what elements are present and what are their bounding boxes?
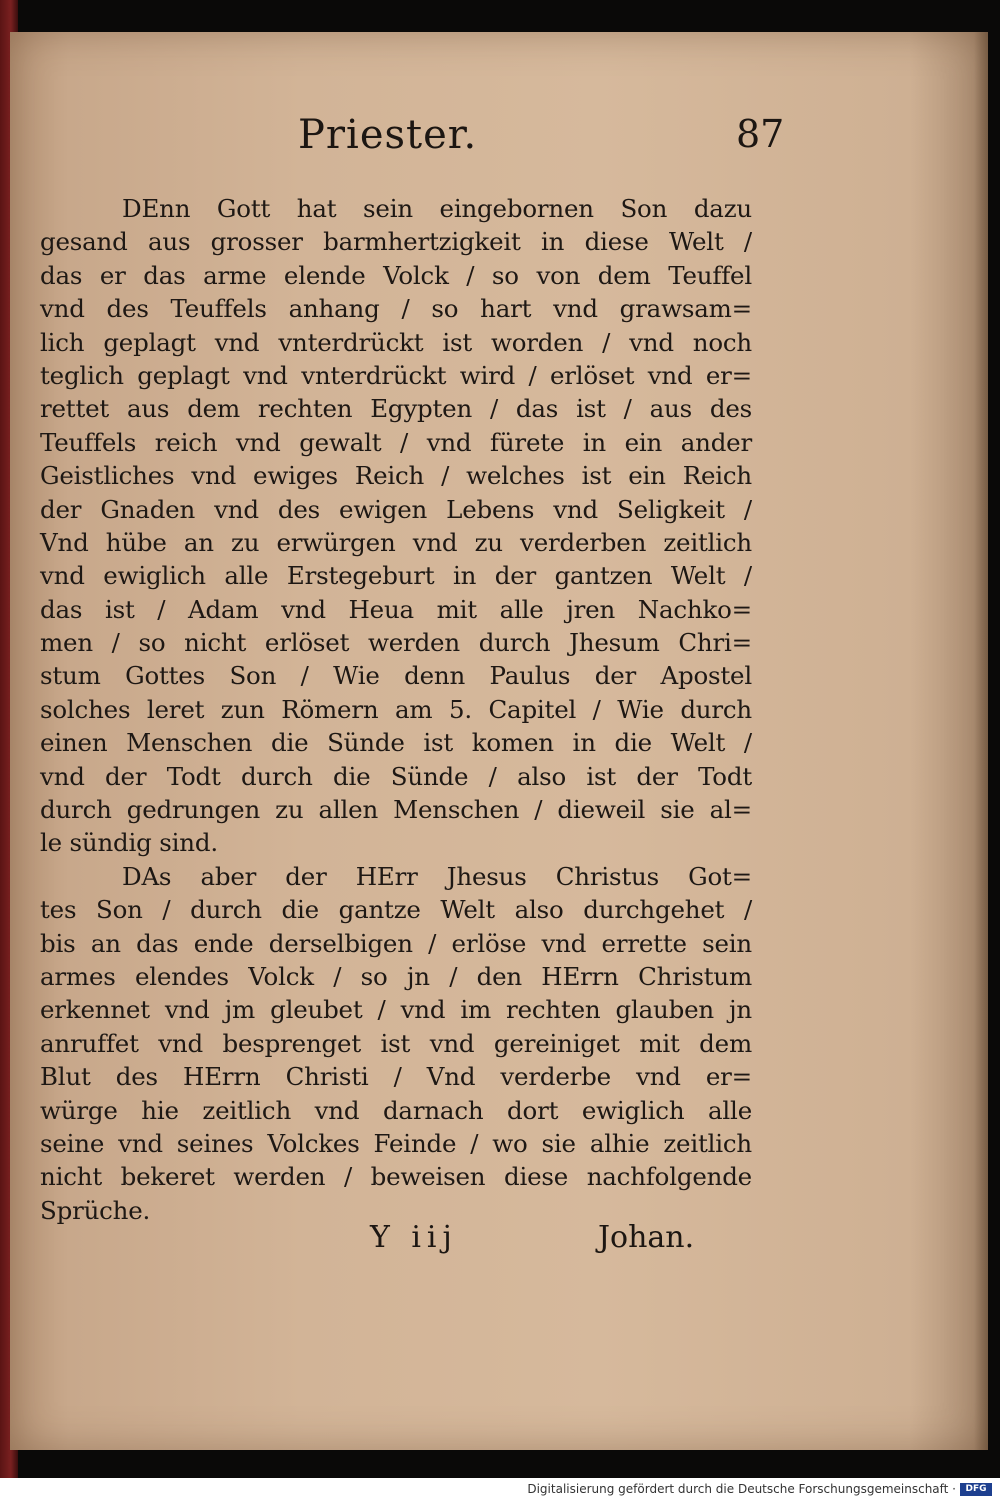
text-line: durch gedrungen zu allen Menschen / dieweil sie al= bbox=[40, 795, 752, 825]
text-line: nicht bekeret werden / beweisen diese nachfolgende bbox=[40, 1162, 752, 1192]
text-line: stum Gottes Son / Wie denn Paulus der Apostel bbox=[40, 661, 752, 691]
text-line: einen Menschen die Sünde ist komen in die Welt / bbox=[40, 728, 752, 758]
book-page bbox=[10, 32, 988, 1450]
text-line: das er das arme elende Volck / so von dem Teuffel bbox=[40, 260, 752, 290]
text-line: le sündig sind. bbox=[40, 828, 218, 858]
text-line: bis an das ende derselbigen / erlöse vnd errette sein bbox=[40, 928, 752, 958]
text-line: rettet aus dem rechten Egypten / das ist / aus des bbox=[40, 394, 752, 424]
running-head: Priester. bbox=[298, 112, 478, 158]
text-line: armes elendes Volck / so jn / den HErrn Christum bbox=[40, 961, 752, 991]
catchword: Johan. bbox=[598, 1220, 695, 1255]
text-line: der Gnaden vnd des ewigen Lebens vnd Seligkeit / bbox=[40, 494, 752, 524]
text-line: solches leret zun Römern am 5. Capitel / Wie durch bbox=[40, 694, 752, 724]
text-line: würge hie zeitlich vnd darnach dort ewiglich alle bbox=[40, 1095, 752, 1125]
text-line: gesand aus grosser barmhertzigkeit in diese Welt / bbox=[40, 227, 752, 257]
digitization-footer bbox=[0, 1478, 1000, 1501]
text-line: tes Son / durch die gantze Welt also durchgehet / bbox=[40, 895, 752, 925]
text-line: DEnn Gott hat sein eingebornen Son dazu bbox=[122, 194, 752, 223]
text-line: teglich geplagt vnd vnterdrückt wird / erlöset vnd er= bbox=[40, 360, 752, 390]
text-line: vnd des Teuffels anhang / so hart vnd grawsam= bbox=[40, 294, 752, 324]
text-line: lich geplagt vnd vnterdrückt ist worden / vnd noch bbox=[40, 327, 752, 357]
text-line: seine vnd seines Volckes Feinde / wo sie alhie zeitlich bbox=[40, 1128, 752, 1158]
text-line: men / so nicht erlöset werden durch Jhesum Chri= bbox=[40, 628, 752, 658]
text-line: erkennet vnd jm gleubet / vnd im rechten glauben jn bbox=[40, 995, 752, 1025]
text-line: Sprüche. bbox=[40, 1195, 151, 1225]
text-line: DAs aber der HErr Jhesus Christus Got= bbox=[122, 861, 752, 891]
text-line: Geistliches vnd ewiges Reich / welches ist ein Reich bbox=[40, 461, 752, 491]
signature-mark: Y iij bbox=[370, 1220, 458, 1255]
text-line: Blut des HErrn Christi / Vnd verderbe vnd er= bbox=[40, 1062, 752, 1092]
text-line: vnd ewiglich alle Erstegeburt in der gantzen Welt / bbox=[40, 561, 752, 591]
catchwords-row bbox=[10, 1220, 988, 1260]
page-number: 87 bbox=[736, 112, 785, 156]
dfg-logo: DFG bbox=[960, 1483, 992, 1496]
text-line: Vnd hübe an zu erwürgen vnd zu verderben zeitlich bbox=[40, 527, 752, 557]
text-line: das ist / Adam vnd Heua mit alle jren Nachko= bbox=[40, 594, 752, 624]
text-line: Teuffels reich vnd gewalt / vnd fürete in ein ander bbox=[40, 427, 752, 457]
body-text bbox=[40, 192, 752, 1227]
footer-credit: Digitalisierung gefördert durch die Deutsche Forschungsgemeinschaft · bbox=[527, 1482, 956, 1496]
text-line: vnd der Todt durch die Sünde / also ist der Todt bbox=[40, 761, 752, 791]
text-line: anruffet vnd besprenget ist vnd gereiniget mit dem bbox=[40, 1028, 752, 1058]
